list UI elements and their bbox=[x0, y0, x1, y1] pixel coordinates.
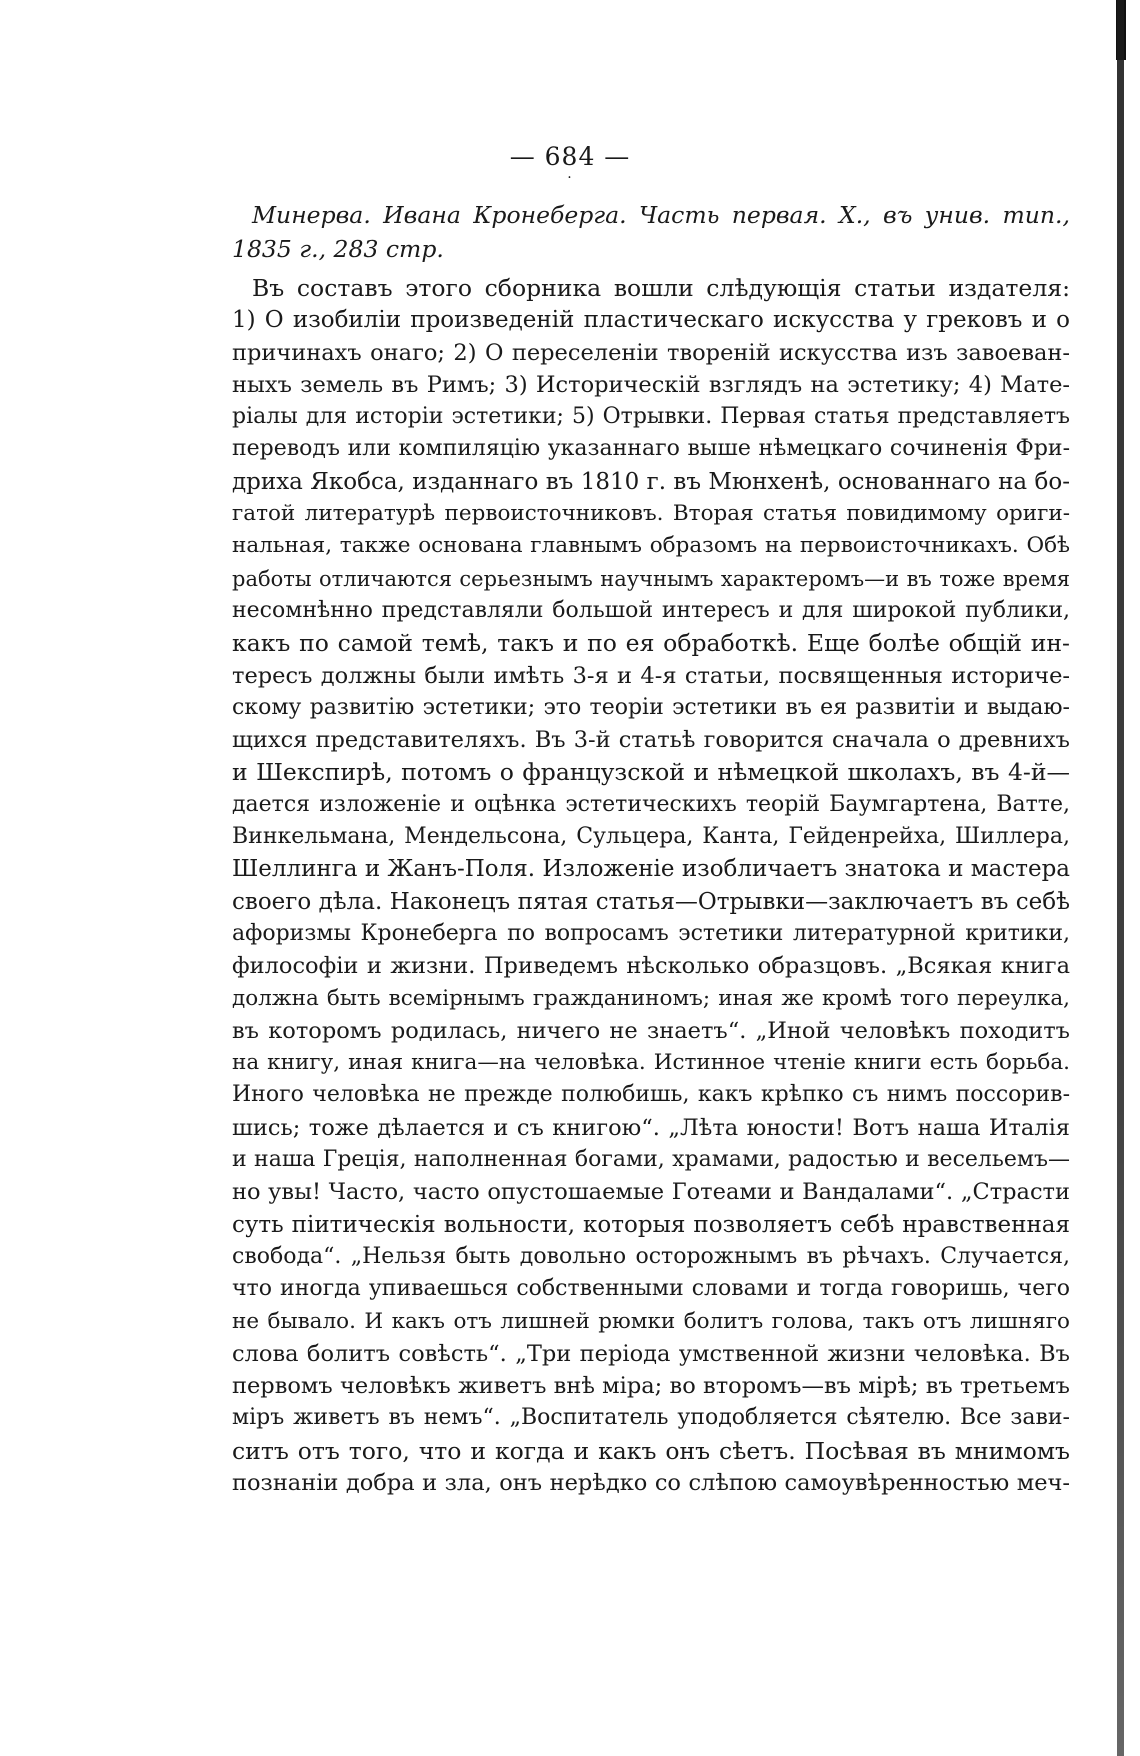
text-line: не бывало. И какъ отъ лишней рюмки болитъ голова, такъ отъ лишняго bbox=[232, 1308, 1070, 1334]
text-line: свобода“. „Нельзя быть довольно осторожнымъ въ рѣчахъ. Случается, bbox=[232, 1243, 1070, 1269]
scan-edge-border bbox=[1117, 0, 1124, 1756]
text-line: дриха Якобса, изданнаго въ 1810 г. въ Мюнхенѣ, основаннаго на бо- bbox=[232, 468, 1070, 495]
text-line: дается изложеніе и оцѣнка эстетическихъ теорій Баумгартена, Ватте, bbox=[232, 791, 1070, 817]
text-line: шись; тоже дѣлается и съ книгою“. „Лѣта юности! Вотъ наша Италія bbox=[232, 1114, 1070, 1141]
text-line: переводъ или компиляцію указаннаго выше нѣмецкаго сочиненія Фри- bbox=[232, 436, 1070, 462]
text-line: нальная, также основана главнымъ образомъ на первоисточникахъ. Обѣ bbox=[232, 533, 1070, 559]
text-line: философіи и жизни. Приведемъ нѣсколько образцовъ. „Всякая книга bbox=[232, 953, 1070, 980]
text-line: познаніи добра и зла, онъ нерѣдко со слѣпою самоувѣренностью меч- bbox=[232, 1469, 1070, 1496]
text-line: слова болитъ совѣсть“. „Три періода умственной жизни человѣка. Въ bbox=[232, 1340, 1070, 1367]
text-line: своего дѣла. Наконецъ пятая статья—Отрывки—заключаетъ въ себѣ bbox=[232, 888, 1070, 915]
text-line: Иного человѣка не прежде полюбишь, какъ крѣпко съ нимъ поссорив- bbox=[232, 1082, 1070, 1108]
body-text bbox=[232, 272, 1070, 1499]
text-line: въ которомъ родилась, ничего не знаетъ“. „Иной человѣкъ походитъ bbox=[232, 1017, 1070, 1044]
citation-line: Минерва. Ивана Кронеберга. Часть первая. X., въ унив. тип., bbox=[252, 201, 1070, 229]
text-line: на книгу, иная книга—на человѣка. Истинное чтеніе книги есть борьба. bbox=[232, 1050, 1070, 1076]
text-line: ріалы для исторіи эстетики; 5) Отрывки. Первая статья представляетъ bbox=[232, 404, 1070, 430]
text-line: причинахъ онаго; 2) О переселеніи твореній искусства изъ завоеван- bbox=[232, 339, 1070, 366]
text-line: міръ живетъ въ немъ“. „Воспитатель уподобляется сѣятелю. Все зави- bbox=[232, 1405, 1070, 1431]
text-line: Шеллинга и Жанъ-Поля. Изложеніе изобличаетъ знатока и мастера bbox=[232, 856, 1070, 883]
text-line: что иногда упиваешься собственными словами и тогда говоришь, чего bbox=[232, 1276, 1070, 1302]
text-line: суть піитическія вольности, которыя позволяетъ себѣ нравственная bbox=[232, 1211, 1070, 1238]
page-number-dot: · bbox=[567, 170, 573, 186]
text-line: скому развитію эстетики; это теоріи эстетики въ ея развитіи и выдаю- bbox=[232, 694, 1070, 720]
page-number bbox=[0, 142, 1140, 186]
text-line: несомнѣнно представляли большой интересъ и для широкой публики, bbox=[232, 597, 1070, 623]
text-line: должна быть всемірнымъ гражданиномъ; иная же кромѣ того переулка, bbox=[232, 985, 1070, 1011]
bibliographic-citation bbox=[232, 198, 1070, 266]
text-line: но увы! Часто, часто опустошаемые Готеами и Вандалами“. „Страсти bbox=[232, 1179, 1070, 1206]
text-line: гатой литературѣ первоисточниковъ. Вторая статья повидимому ориги- bbox=[232, 501, 1070, 527]
text-line: тересъ должны были имѣть 3-я и 4-я статьи, посвященныя историче- bbox=[232, 662, 1070, 689]
text-line: Винкельмана, Мендельсона, Сульцера, Канта, Гейденрейха, Шиллера, bbox=[232, 824, 1070, 850]
text-line: ныхъ земель въ Римъ; 3) Историческій взглядъ на эстетику; 4) Мате- bbox=[232, 371, 1070, 398]
text-line: работы отличаются серьезнымъ научнымъ характеромъ—и въ тоже время bbox=[232, 566, 1070, 591]
text-line: афоризмы Кронеберга по вопросамъ эстетики литературной критики, bbox=[232, 920, 1070, 946]
text-line: щихся представителяхъ. Въ 3-й статьѣ говорится сначала о древнихъ bbox=[232, 727, 1070, 754]
citation-line: 1835 г., 283 стр. bbox=[232, 235, 444, 263]
text-line: 1) О изобиліи произведеній пластическаго искусства у грековъ и о bbox=[232, 307, 1070, 334]
text-line: ситъ отъ того, что и когда и какъ онъ сѣетъ. Посѣвая въ мнимомъ bbox=[232, 1436, 1070, 1465]
text-line: какъ по самой темѣ, такъ и по ея обработкѣ. Еще болѣе общій ин- bbox=[232, 629, 1070, 658]
text-line: Въ составъ этого сборника вошли слѣдующія статьи издателя: bbox=[252, 274, 1070, 302]
text-line: и наша Греція, наполненная богами, храмами, радостью и весельемъ— bbox=[232, 1147, 1070, 1173]
page-number-text: — 684 — bbox=[509, 142, 631, 171]
text-line: и Шекспирѣ, потомъ о французской и нѣмецкой школахъ, въ 4-й— bbox=[232, 758, 1070, 787]
text-line: первомъ человѣкъ живетъ внѣ міра; во второмъ—въ мірѣ; въ третьемъ bbox=[232, 1373, 1070, 1400]
